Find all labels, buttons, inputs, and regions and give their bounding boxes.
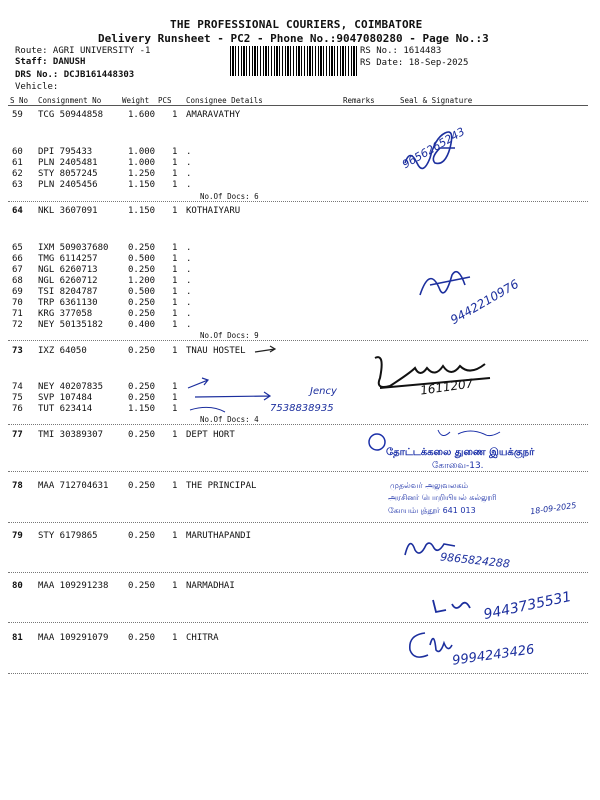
col-consignee: Consignee Details [186,96,263,105]
row-sno: 62 [12,169,23,179]
row-sno: 77 [12,430,23,440]
row-consignee: . [186,180,192,190]
row-weight: 1.200 [128,276,156,286]
signature-6-phone: 9443735531 [482,588,573,624]
row-divider [8,201,588,202]
row-consignee: . [186,243,192,253]
row-sno: 61 [12,158,23,168]
stamp-line-2: கோவை-13. [432,461,484,471]
row-consignment: KRG 377058 [38,309,93,319]
handwritten-note-name: Jency [310,386,337,397]
row-weight: 0.500 [128,287,156,297]
row-consignee: . [186,298,192,308]
row-pcs: 1 [172,180,178,190]
row-weight: 0.500 [128,254,156,264]
col-sno: S No [10,96,29,105]
row-consignee: . [186,169,192,179]
rs-date: RS Date: 18-Sep-2025 [360,58,469,68]
row-weight: 0.250 [128,382,156,392]
row-pcs: 1 [172,320,178,330]
row-consignment: NEY 40207835 [38,382,104,392]
row-consignee: TNAU HOSTEL [186,346,246,356]
row-divider [8,340,588,341]
row-sno: 64 [12,206,23,216]
row-consignee: MARUTHAPANDI [186,531,252,541]
doc-count: No.Of Docs: 9 [200,331,259,340]
row-consignment: IXZ 64050 [38,346,87,356]
row-pcs: 1 [172,430,178,440]
row-sno: 76 [12,404,23,414]
row-consignee: KOTHAIYARU [186,206,241,216]
row-sno: 69 [12,287,23,297]
row-sno: 80 [12,581,23,591]
row-divider [8,622,588,623]
stamp-line-3: முதல்வர் அலுவலகம் [390,481,469,490]
row-weight: 1.150 [128,180,156,190]
row-weight: 0.250 [128,481,156,491]
signature-5-phone: 9865824288 [439,550,511,571]
row-consignment: TCG 50944858 [38,110,104,120]
signature-2-phone: 9442210976 [448,276,522,328]
row-consignment: STY 8057245 [38,169,98,179]
row-consignment: NKL 3607091 [38,206,98,216]
row-sno: 68 [12,276,23,286]
row-pcs: 1 [172,298,178,308]
row-consignment: PLN 2405481 [38,158,98,168]
stamp-date: 18-09-2025 [529,500,577,517]
row-sno: 63 [12,180,23,190]
row-pcs: 1 [172,633,178,643]
row-consignment: IXM 509037680 [38,243,109,253]
row-pcs: 1 [172,147,178,157]
row-consignment: MAA 109291238 [38,581,109,591]
row-consignment: MAA 109291079 [38,633,109,643]
row-pcs: 1 [172,276,178,286]
row-weight: 0.250 [128,430,156,440]
row-sno: 67 [12,265,23,275]
row-sno: 74 [12,382,23,392]
row-sno: 78 [12,481,23,491]
row-consignee: THE PRINCIPAL [186,481,257,491]
signature-6 [428,592,478,618]
row-pcs: 1 [172,243,178,253]
row-consignee: . [186,254,192,264]
row-weight: 0.250 [128,346,156,356]
row-sno: 65 [12,243,23,253]
row-pcs: 1 [172,481,178,491]
row-consignment: SVP 107484 [38,393,93,403]
row-consignment: TUT 623414 [38,404,93,414]
row-pcs: 1 [172,158,178,168]
row-sno: 72 [12,320,23,330]
row-pcs: 1 [172,382,178,392]
row-weight: 0.250 [128,633,156,643]
row-consignee: CHITRA [186,633,219,643]
staff-label: Staff: DANUSH [15,57,86,67]
signature-2 [410,255,480,305]
row-pcs: 1 [172,110,178,120]
signature-1-phone: 9656265243 [400,125,468,172]
doc-count: No.Of Docs: 6 [200,192,259,201]
row-pcs: 1 [172,254,178,264]
row-weight: 1.250 [128,169,156,179]
row-divider [8,522,588,523]
row-consignment: TRP 6361130 [38,298,98,308]
row-consignee: AMARAVATHY [186,110,241,120]
row-weight: 0.400 [128,320,156,330]
row-weight: 0.250 [128,309,156,319]
row-sno: 70 [12,298,23,308]
row-weight: 0.250 [128,298,156,308]
row-sno: 73 [12,346,23,356]
row-pcs: 1 [172,531,178,541]
row-consignee: NARMADHAI [186,581,235,591]
col-pcs: PCS [158,96,172,105]
signature-7-phone: 9994243426 [451,642,536,669]
row-pcs: 1 [172,581,178,591]
row-sno: 75 [12,393,23,403]
row-consignment: NEY 50135182 [38,320,104,330]
row-consignee: . [186,276,192,286]
vehicle-label: Vehicle: [15,82,59,92]
row-weight: 1.000 [128,158,156,168]
row-consignment: MAA 712704631 [38,481,109,491]
row-consignee: . [186,158,192,168]
row-weight: 0.250 [128,531,156,541]
row-consignment: TMG 6114257 [38,254,98,264]
row-weight: 1.000 [128,147,156,157]
row-consignee: . [186,320,192,330]
row-sno: 71 [12,309,23,319]
row-consignee: DEPT HORT [186,430,235,440]
row-pcs: 1 [172,346,178,356]
runsheet-subtitle: Delivery Runsheet - PC2 - Phone No.:9047080280 - Page No.:3 [98,32,489,45]
stamp-line-5: கோயம்புத்தூர் 641 013 [388,506,476,515]
row-weight: 0.250 [128,581,156,591]
stamp-line-4: அரசினர் பொறியியல் கல்லூரி [388,493,497,502]
doc-count: No.Of Docs: 4 [200,415,259,424]
row-pcs: 1 [172,169,178,179]
row-pcs: 1 [172,404,178,414]
col-consignment: Consignment No [38,96,102,105]
row-consignment: DPI 795433 [38,147,93,157]
handwritten-arrows [180,340,280,420]
row-weight: 0.250 [128,265,156,275]
row-consignee: . [186,265,192,275]
rs-number: RS No.: 1614483 [360,46,442,56]
handwritten-note-phone: 7538838935 [270,403,334,414]
row-divider [8,572,588,573]
row-weight: 0.250 [128,393,156,403]
row-consignee: . [186,147,192,157]
row-consignment: TMI 30389307 [38,430,104,440]
barcode-image [230,46,358,76]
col-seal-signature: Seal & Signature [400,96,473,105]
row-sno: 66 [12,254,23,264]
row-pcs: 1 [172,206,178,216]
company-title: THE PROFESSIONAL COURIERS, COIMBATORE [170,18,423,31]
row-sno: 60 [12,147,23,157]
row-sno: 81 [12,633,23,643]
row-consignee: . [186,309,192,319]
row-weight: 1.150 [128,404,156,414]
route-label: Route: AGRI UNIVERSITY -1 [15,46,151,56]
row-pcs: 1 [172,287,178,297]
row-consignment: NGL 6260712 [38,276,98,286]
row-weight: 1.150 [128,206,156,216]
row-weight: 1.600 [128,110,156,120]
signature-3-number: 1611207 [419,376,475,398]
row-consignment: TSI 8204787 [38,287,98,297]
row-sno: 59 [12,110,23,120]
row-pcs: 1 [172,309,178,319]
row-consignment: PLN 2405456 [38,180,98,190]
stamp-note-scribble [430,424,510,446]
col-remarks: Remarks [343,96,375,105]
row-weight: 0.250 [128,243,156,253]
row-sno: 79 [12,531,23,541]
row-pcs: 1 [172,393,178,403]
row-pcs: 1 [172,265,178,275]
row-consignment: STY 6179865 [38,531,98,541]
drs-number: DRS No.: DCJB161448303 [15,70,135,80]
row-divider [8,673,588,674]
col-weight: Weight [122,96,150,105]
row-consignee: . [186,287,192,297]
stamp-line-1: தோட்டக்கலை துணை இயக்குநர் [386,447,535,458]
row-divider [8,471,588,472]
row-consignment: NGL 6260713 [38,265,98,275]
header-divider [8,105,588,106]
